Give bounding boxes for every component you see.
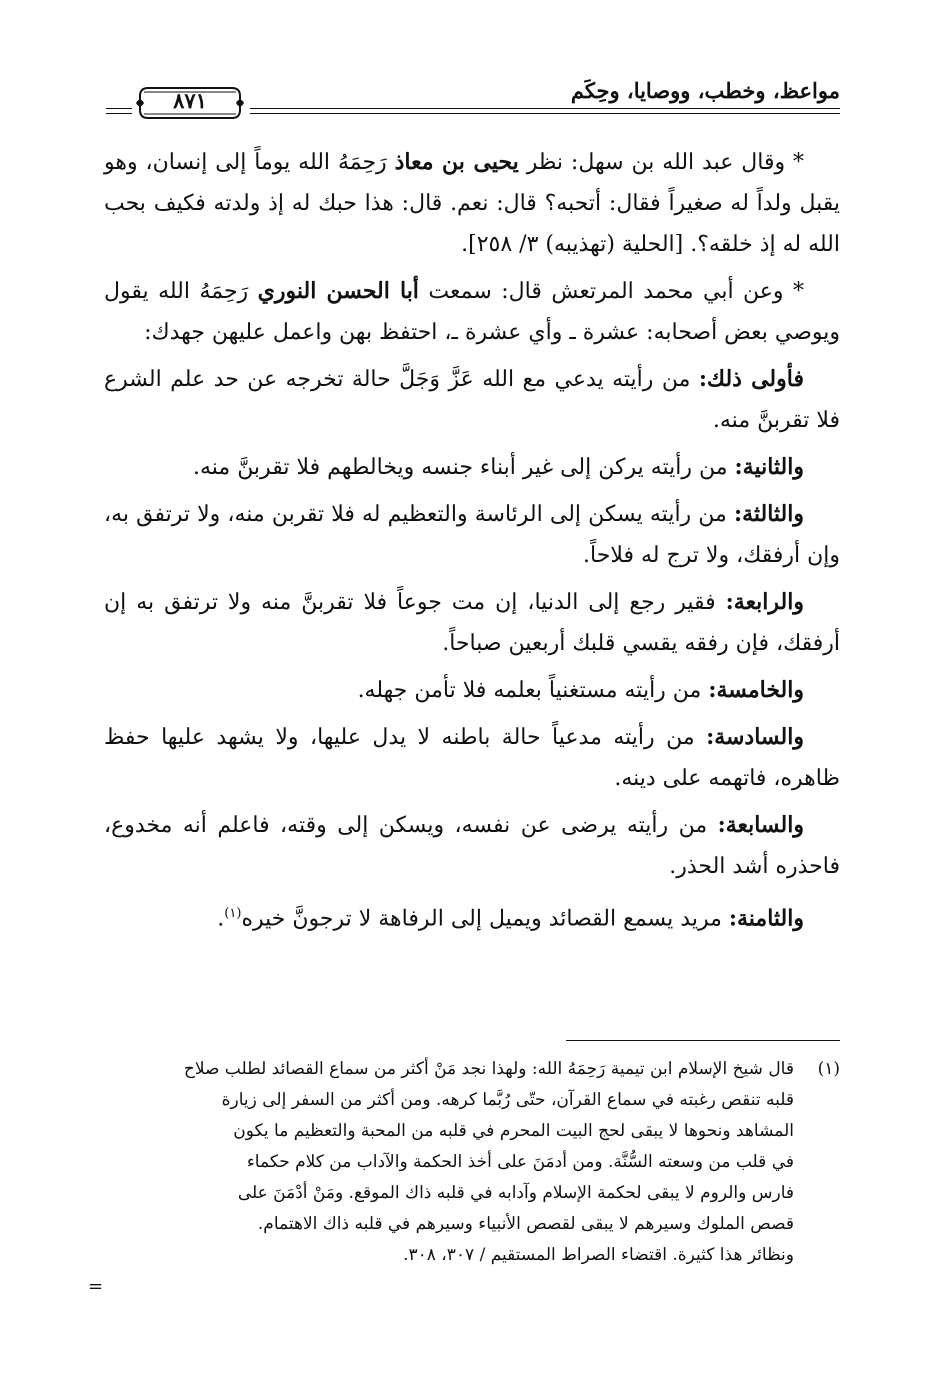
running-title: مواعظ، وخطب، ووصايا، وحِكَم <box>570 78 840 103</box>
item-text: مريد يسمع القصائد ويميل إلى الرفاهة لا ترجونَّ خيره <box>241 906 729 932</box>
advice-item <box>104 805 840 887</box>
footnote-line <box>104 1085 840 1116</box>
advice-item <box>104 893 840 939</box>
footnote-line <box>104 1178 840 1209</box>
advice-item <box>104 447 840 488</box>
page-number: ٨٧١ <box>173 88 207 113</box>
item-text: من رأيته يدعي مع الله عَزَّ وَجَلَّ حالة تخرجه عن حد علم الشرع فلا تقربنَّ منه. <box>104 367 840 433</box>
item-text: من رأيته يركن إلى غير أبناء جنسه ويخالطهم فلا تقربنَّ منه. <box>192 455 735 480</box>
footnote-line <box>104 1240 840 1271</box>
page-header <box>104 78 840 124</box>
page-number-frame <box>134 84 246 122</box>
text-run: رَحِمَهُ الله يقول ويوصي بعض أصحابه: عشرة ـ وأي عشرة ـ، احتفظ بهن واعمل عليهن جهدك: <box>104 279 840 345</box>
footnote-reference[interactable]: (١) <box>224 906 242 921</box>
item-label: والثالثة: <box>733 501 804 527</box>
paragraph <box>104 271 840 353</box>
item-label: والثانية: <box>734 454 804 480</box>
footnote <box>104 1054 840 1271</box>
item-label: والسادسة: <box>706 724 804 750</box>
header-rule <box>106 113 132 114</box>
footnote-text: ونظائر هذا كثيرة. اقتضاء الصراط المستقيم / ٣٠٧، ٣٠٨. <box>403 1245 794 1265</box>
item-label: والرابعة: <box>725 589 804 615</box>
text-run: . <box>217 906 225 932</box>
advice-item <box>104 359 840 441</box>
item-text: من رأيته يرضى عن نفسه، ويسكن إلى وقته، فاعلم أنه مخدوع، فاحذره أشد الحذر. <box>104 813 840 879</box>
item-text: من رأيته مستغنياً بعلمه فلا تأمن جهله. <box>357 678 709 703</box>
person-name: أبا الحسن النوري <box>257 278 419 304</box>
paragraph <box>104 142 840 265</box>
continuation-mark: = <box>88 1276 104 1297</box>
header-rule <box>106 108 132 109</box>
header-rule <box>250 113 840 114</box>
person-name: يحيى بن معاذ <box>394 149 519 175</box>
footnote-text: قال شيخ الإسلام ابن تيمية رَحِمَهُ الله: ولهذا نجد مَنْ أكثر من سماع القصائد لطلب صلاح <box>183 1059 794 1079</box>
footnote-number: (١) <box>817 1059 840 1079</box>
header-rule <box>250 108 840 109</box>
footnote-line <box>104 1147 840 1178</box>
advice-item <box>104 494 840 576</box>
text-run: * وعن أبي محمد المرتعش قال: سمعت <box>418 279 805 304</box>
footnote-line <box>104 1209 840 1240</box>
item-text: من رأيته يسكن إلى الرئاسة والتعظيم له فلا تقربن منه، ولا ترتفق به، وإن أرفقك، ولا ترج له فلاحاً. <box>104 502 840 568</box>
footnote-text: قلبه تنقص رغبته في سماع القرآن، حتّى رُبَّما كرهه. ومن أكثر من السفر إلى زيارة <box>221 1090 794 1110</box>
item-label: والثامنة: <box>728 905 804 932</box>
item-label: والخامسة: <box>708 677 804 703</box>
item-label: فأولى ذلك: <box>698 366 804 392</box>
footnote-text: في قلب من وسعته السُّنَّة. ومن أدمَنَ على أخذ الحكمة والآداب من كلام حكماء <box>246 1152 794 1172</box>
advice-item <box>104 717 840 799</box>
item-text: فقير رجع إلى الدنيا، إن مت جوعاً فلا تقربنَّ منه ولا ترتفق به إن أرفقك، فإن رفقه يقسي قلبك أربعين صباحاً. <box>104 590 840 656</box>
item-label: والسابعة: <box>717 812 804 838</box>
advice-item <box>104 670 840 711</box>
footnote-line <box>104 1054 840 1085</box>
main-text <box>104 142 840 939</box>
text-run: رَحِمَهُ الله يوماً إلى إنسان، وهو يقبل ولداً له صغيراً فقال: أتحبه؟ قال: نعم. قال: هذا حبك له إذ ولدته فكيف بحب الله له إذ خلقه؟. [الحلية (تهذيبه) ٣/ ٢٥٨]. <box>104 150 840 257</box>
text-run: * وقال عبد الله بن سهل: نظر <box>518 150 804 175</box>
footnote-text: فارس والروم لا يبقى لحكمة الإسلام وآدابه في قلبه ذاك الموقع. ومَنْ أدْمَنَ على <box>237 1183 794 1203</box>
item-text: من رأيته مدعياً حالة باطنه لا يدل عليها، ولا يشهد عليها حفظ ظاهره، فاتهمه على دينه. <box>104 725 840 791</box>
footnote-text: المشاهد ونحوها لا يبقى لحج البيت المحرم في قلبه من المحبة والتعظيم ما يكون <box>233 1121 794 1141</box>
footnote-line <box>104 1116 840 1147</box>
footnote-separator <box>566 1040 840 1041</box>
footnote-text: قصص الملوك وسيرهم لا يبقى لقصص الأنبياء وسيرهم في قلبه ذاك الاهتمام. <box>257 1214 794 1234</box>
advice-item <box>104 582 840 664</box>
